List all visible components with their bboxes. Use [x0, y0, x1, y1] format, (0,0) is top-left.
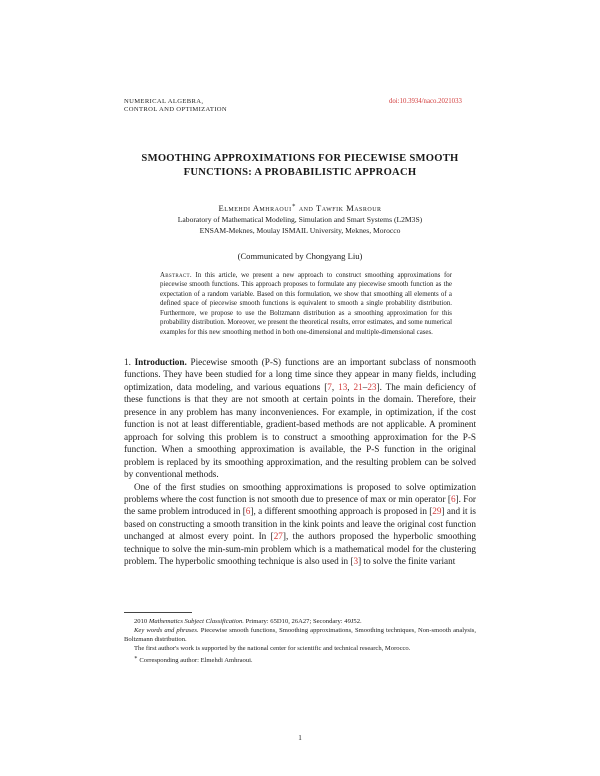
- paper-title: [60, 152, 540, 180]
- citation-link[interactable]: 29: [432, 506, 442, 517]
- corresponding-author-mark: ∗: [134, 654, 138, 661]
- footnote-divider: [124, 612, 192, 613]
- abstract-text: In this article, we present a new approach to construct smoothing approximations for piecewise smooth functions. This approach proposes to formulate any piecewise smooth function as the expectation of a random variable. Based on this formulation, we show that smoothing all elements of a defined space of piecewise smooth functions is equivalent to smooth a single probability distribution. Furthermore, we propose to use the Boltzmann distribution as a smoothing approximation for this probability distribution. Moreover, we present the theoretical results, error estimates, and some numerical examples for this new smoothing method in both one-dimensional and multiple-dimensional cases.: [160, 272, 452, 336]
- author-conjunction: and: [298, 202, 314, 213]
- text-run: ], the authors proposed the hyperbolic smoothing technique to solve the min-sum-min problem which is a mathematical model for the clustering problem. The hyperbolic smoothing technique is also used in [: [124, 531, 476, 567]
- author-list: [60, 202, 540, 213]
- intro-paragraph-1: [124, 356, 476, 481]
- communicated-by: (Communicated by Chongyang Liu): [237, 251, 363, 261]
- citation-link[interactable]: 27: [273, 531, 283, 542]
- text-run: Piecewise smooth (P-S) functions are an important subclass of nonsmooth functions. They have been studied for a long time since they appear in many fields, including optimization, data modeling, and various equations [: [124, 357, 477, 392]
- footnote-corresponding: [124, 654, 476, 666]
- text-run: ] and it is based on constructing a smooth transition in the kink points and leave the original cost function unchanged at almost every point. In [: [124, 506, 476, 542]
- corresponding-author-mark: ∗: [291, 203, 297, 209]
- citation-link[interactable]: 13: [338, 381, 348, 392]
- journal-name-line1: NUMERICAL ALGEBRA,: [124, 98, 204, 105]
- text-run: ], a different smoothing approach is proposed in [: [250, 506, 433, 517]
- citation-link[interactable]: 21: [353, 381, 363, 392]
- footnote-keywords: [124, 627, 476, 645]
- text-run: Primary: 65D10, 26A27; Secondary: 49J52.: [245, 618, 362, 625]
- text-run: ,: [331, 381, 339, 392]
- text-run: Piecewise smooth functions, Smoothing approximations, Smoothing techniques, Non-smooth analysis, Boltzmann distribution.: [124, 626, 476, 643]
- text-run: ,: [347, 381, 354, 392]
- affiliation-line2: ENSAM-Meknes, Moulay ISMAIL University, Meknes, Morocco: [199, 225, 401, 235]
- intro-paragraph-2: [124, 481, 476, 568]
- page-number: 1: [298, 734, 302, 742]
- journal-name: [124, 98, 227, 113]
- footnote-msc: [124, 618, 476, 627]
- footnote-support: The first author's work is supported by the national center for scientific and technical research, Morocco.: [134, 644, 411, 652]
- title-line1: SMOOTHING APPROXIMATIONS FOR PIECEWISE SMOOTH: [141, 153, 459, 164]
- citation-link[interactable]: 6: [450, 493, 456, 504]
- abstract: [160, 271, 452, 337]
- text-run: ]. The main deficiency of these functions is that they are not smooth at certain points in the domain. Therefore, their presence in any problem has many inconveniences. For example, in optimization, if the cost function is not at least differentiable, gradient-based methods are not applicable. A prominent approach for solving this problem is to construct a smoothing approximation for the P-S function. When a smoothing approximation is available, the P-S function in the original problem is replaced by its smoothing approximation, and the resulting problem can be solved by conventional methods.: [124, 381, 477, 480]
- text-run: Corresponding author: Elmehdi Amhraoui.: [139, 656, 253, 664]
- citation-link[interactable]: 7: [327, 381, 332, 392]
- author-1: Elmehdi Amhraoui: [218, 202, 292, 213]
- title-line2: FUNCTIONS: A PROBABILISTIC APPROACH: [183, 167, 417, 178]
- text-run: –: [362, 381, 368, 392]
- text-run: Mathematics Subject Classification.: [148, 618, 244, 625]
- section-introduction: [124, 356, 476, 568]
- doi-link[interactable]: doi:10.3934/naco.2021033: [389, 98, 462, 105]
- affiliation: [60, 215, 540, 236]
- citation-link[interactable]: 6: [245, 506, 251, 517]
- text-run: ] to solve the finite variant: [358, 556, 456, 567]
- citation-link[interactable]: 23: [367, 381, 377, 392]
- affiliation-line1: Laboratory of Mathematical Modeling, Simulation and Smart Systems (L2M3S): [177, 215, 423, 224]
- citation-link[interactable]: 3: [353, 556, 359, 567]
- section-title: Introduction.: [134, 357, 187, 367]
- text-run: ]. For the same problem introduced in [: [124, 493, 476, 517]
- text-run: One of the first studies on smoothing approximations is proposed to solve optimization problems where the cost function is not smooth due to presence of max or min operator [: [124, 481, 476, 504]
- footnotes: [124, 618, 476, 666]
- text-run: 2010: [134, 618, 148, 625]
- abstract-label: Abstract.: [160, 272, 192, 279]
- text-run: Key words and phrases.: [134, 626, 199, 634]
- section-number: 1.: [124, 357, 131, 367]
- journal-name-line2: CONTROL AND OPTIMIZATION: [124, 105, 228, 113]
- author-2: Tawfik Masrour: [315, 202, 382, 213]
